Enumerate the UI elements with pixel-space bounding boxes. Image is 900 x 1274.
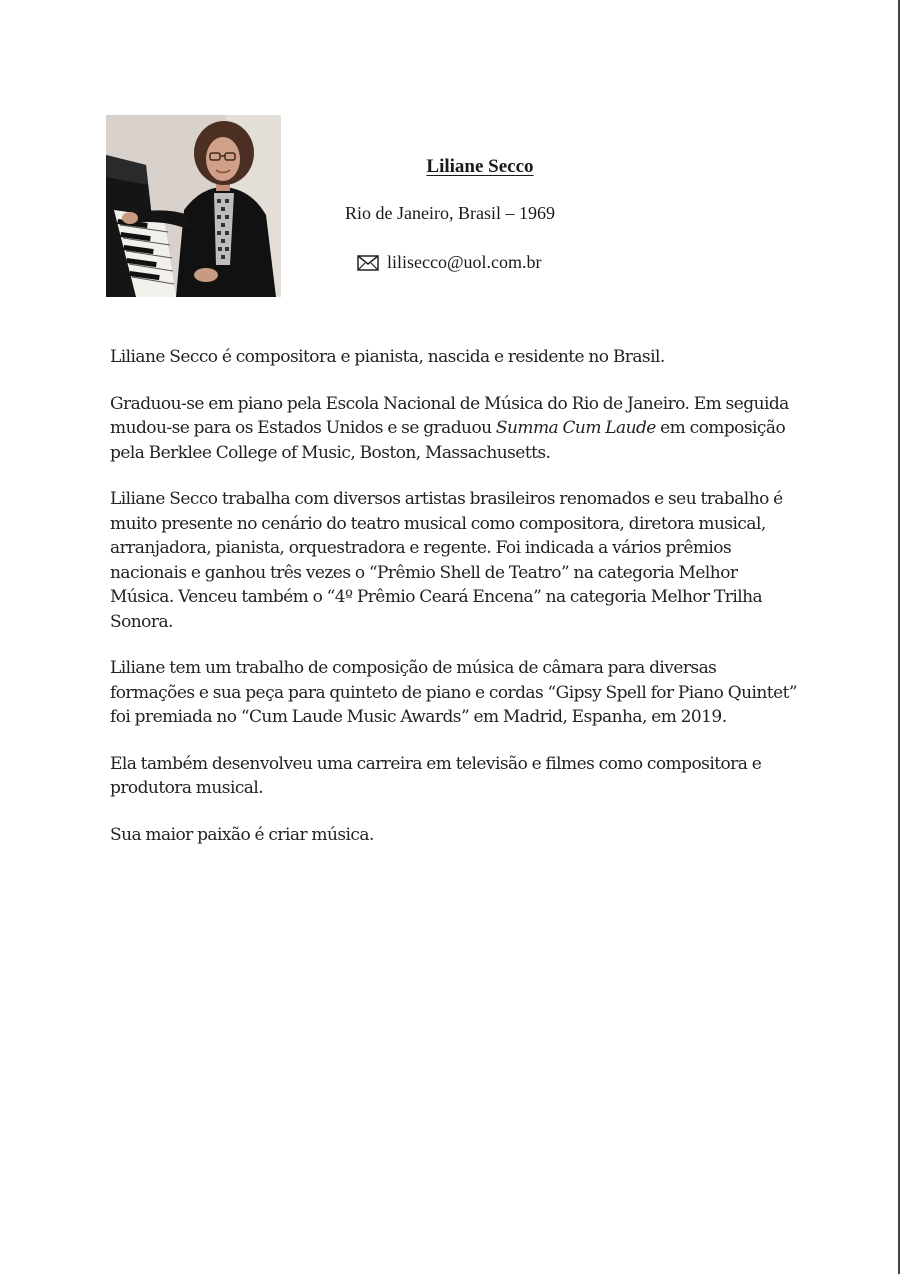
email-address[interactable]: lilisecco@uol.com.br [387,252,542,272]
bio-paragraph-3: Liliane Secco trabalha com diversos artistas brasileiros renomados e seu trabalho é muito presente no cenário do teatro musical como compositora, diretora musical, arranjadora, pianista, orquestradora e regente. Foi indicada a vários prêmios nacionais e ganhou três vezes o “Prêmio Shell de Teatro” na categoria Melhor Música. Venceu também o “4º Prêmio Ceará Encena” na categoria Melhor Trilha Sonora. [110,489,783,632]
bio-paragraph-1: Liliane Secco é compositora e pianista, nascida e residente no Brasil. [110,347,665,367]
envelope-icon [357,255,379,271]
bio-paragraph-6: Sua maior paixão é criar música. [110,824,374,845]
biography [110,345,800,869]
bio-honors: Summa Cum Laude [495,418,656,438]
birthplace-year: Rio de Janeiro, Brasil – 1969 [345,203,555,223]
bio-paragraph-4: Liliane tem um trabalho de composição de música de câmara para diversas formações e sua peça para quinteto de piano e cordas “Gipsy Spell for Piano Quintet” foi premiada no “Cum Laude Music Awards” em Madrid, Espanha, em 2019. [110,658,798,727]
bio-paragraph-2-end: em composição pela Berklee College of Music, Boston, Massachusetts. [110,418,786,463]
bio-paragraph-2 [110,392,800,466]
bio-paragraph-5: Ela também desenvolveu uma carreira em televisão e filmes como compositora e produtora musical. [110,753,762,798]
bio-paragraph-2-start: Graduou-se em piano pela Escola Nacional de Música do Rio de Janeiro. Em seguida mudou-se para os Estados Unidos e se graduou [110,393,789,438]
person-name: Liliane Secco [426,156,534,177]
email-contact[interactable] [357,252,542,273]
